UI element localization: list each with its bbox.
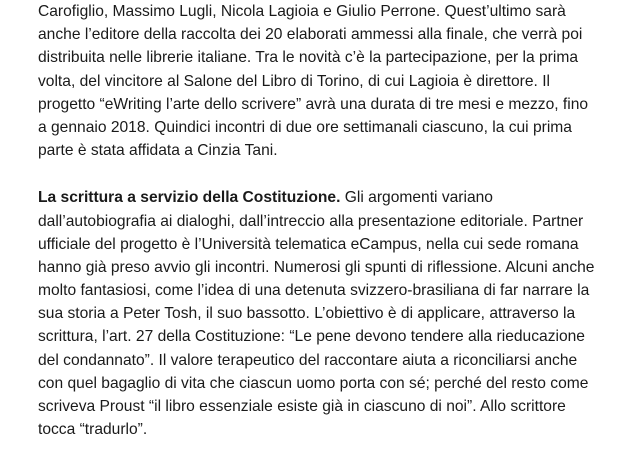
text-line: distribuita nelle librerie italiane. Tra le novità c’è la partecipazione, per la prima bbox=[38, 49, 578, 67]
text-line: scrittura, l’art. 27 della Costituzione: “Le pene devono tendere alla rieducazione bbox=[38, 328, 585, 346]
paragraph-2 bbox=[38, 186, 618, 441]
text-line: parte è stata affidata a Cinzia Tani. bbox=[38, 142, 278, 160]
text-line: hanno già preso avvio gli incontri. Numerosi gli spunti di riflessione. Alcuni anche bbox=[38, 258, 595, 276]
document-page bbox=[38, 0, 618, 441]
text-line: volta, del vincitore al Salone del Libro di Torino, di cui Lagioia è direttore. Il bbox=[38, 72, 551, 90]
text-line: Carofiglio, Massimo Lugli, Nicola Lagioia e Giulio Perrone. Quest’ultimo sarà bbox=[38, 3, 566, 20]
text-line: a gennaio 2018. Quindici incontri di due ore settimanali ciascuno, la cui prima bbox=[38, 118, 572, 136]
text-line: anche l’editore della raccolta dei 20 elaborati ammessi alla finale, che verrà poi bbox=[38, 26, 583, 44]
text-line: molto fantasiosi, come l’idea di una detenuta svizzero-brasiliana di far narrare la bbox=[38, 282, 590, 300]
text-line: con quel bagaglio di vita che ciascun uomo porta con sé; perché del resto come bbox=[38, 374, 589, 392]
paragraph-1 bbox=[38, 0, 618, 162]
text-line: del condannato”. Il valore terapeutico del raccontare aiuta a riconciliarsi anche bbox=[38, 351, 578, 369]
text-line: sua storia a Peter Tosh, il suo bassotto. L’obiettivo è di applicare, attraverso la bbox=[38, 305, 576, 323]
heading-line-continuation: Gli argomenti variano bbox=[340, 189, 493, 207]
text-line: ufficiale del progetto è l’Università telematica eCampus, nella cui sede romana bbox=[38, 235, 579, 253]
text-line bbox=[38, 186, 618, 209]
text-line: progetto “eWriting l’arte dello scrivere” avrà una durata di tre mesi e mezzo, fino bbox=[38, 95, 589, 113]
paragraph-spacer bbox=[38, 162, 618, 186]
text-line: scriveva Proust “il libro essenziale esiste già in ciascuno di noi”. Allo scrittore bbox=[38, 398, 566, 415]
text-line: dall’autobiografia ai dialoghi, dall’intreccio alla presentazione editoriale. Partner bbox=[38, 212, 584, 230]
section-heading: La scrittura a servizio della Costituzione. bbox=[38, 189, 341, 207]
text-line: tocca “tradurlo”. bbox=[38, 421, 148, 439]
